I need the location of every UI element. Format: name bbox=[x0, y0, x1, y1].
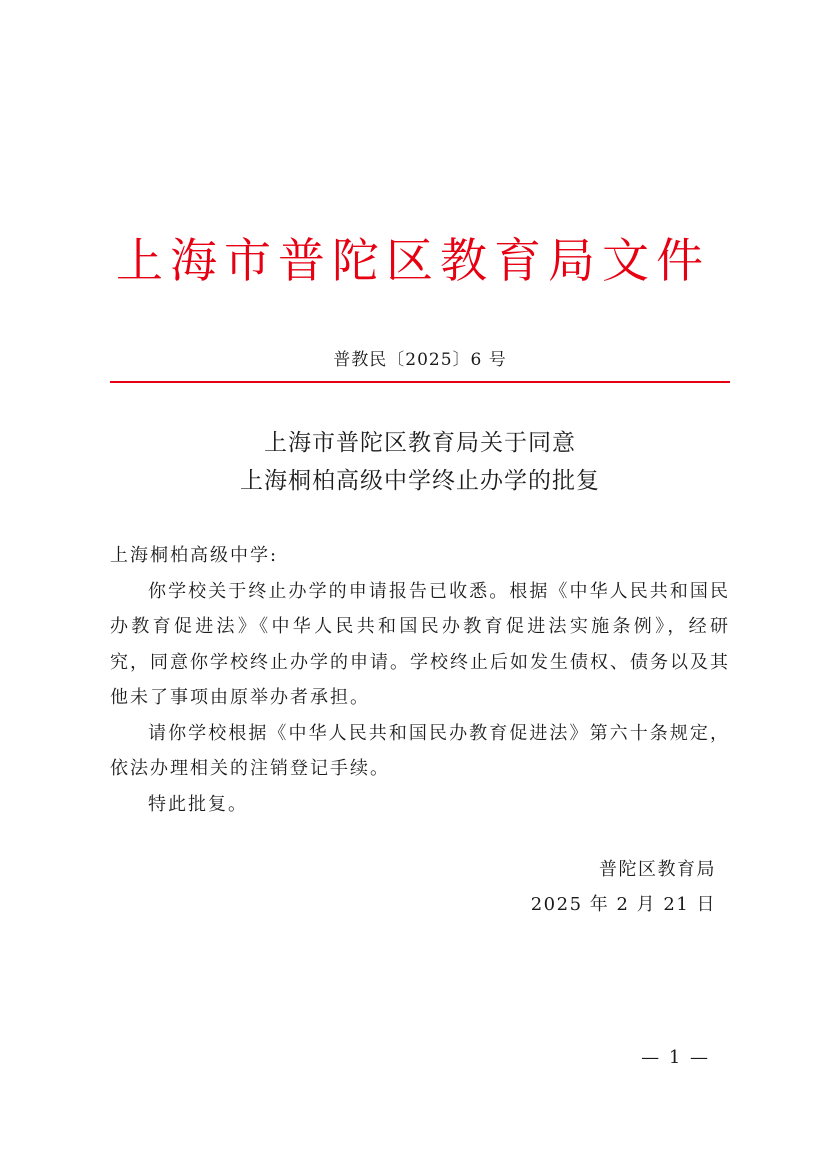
red-separator-line bbox=[110, 381, 730, 383]
salutation: 上海桐柏高级中学: bbox=[110, 545, 279, 566]
body-paragraph: 你学校关于终止办学的申请报告已收悉。根据《中华人民共和国民办教育促进法》《中华人民共和国民办教育促进法实施条例》，经研究，同意你学校终止办学的申请。学校终止后如发生债权、债务以及其他未了事项由原举办者承担。 bbox=[110, 580, 730, 708]
signing-organization: 普陀区教育局 bbox=[599, 859, 716, 880]
title-line-1: 上海市普陀区教育局关于同意 bbox=[264, 430, 576, 456]
signing-date: 2025 年 2 月 21 日 bbox=[530, 894, 716, 915]
document-title bbox=[110, 424, 730, 500]
body-paragraph: 特此批复。 bbox=[148, 793, 248, 815]
signature-block bbox=[480, 852, 716, 922]
title-line-2: 上海桐柏高级中学终止办学的批复 bbox=[240, 468, 600, 494]
body-paragraph: 请你学校根据《中华人民共和国民办教育促进法》第六十条规定，依法办理相关的注销登记手续。 bbox=[110, 722, 730, 779]
document-body bbox=[110, 538, 730, 822]
page-number: — 1 — bbox=[641, 1047, 710, 1068]
issuer-header: 上海市普陀区教育局文件 bbox=[116, 234, 710, 289]
document-number: 普教民〔2025〕6 号 bbox=[333, 350, 507, 370]
